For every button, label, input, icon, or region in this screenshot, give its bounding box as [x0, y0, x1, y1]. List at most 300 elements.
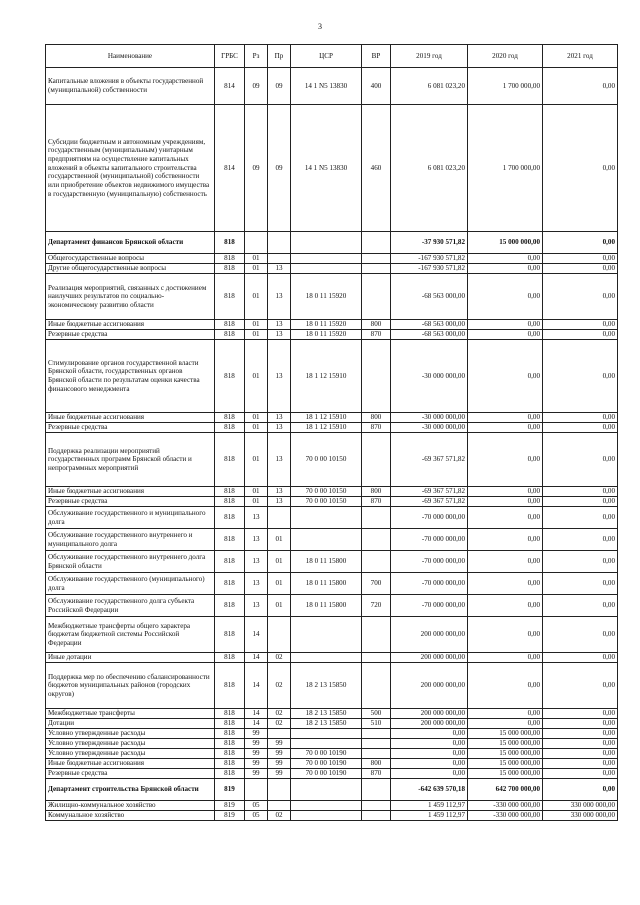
cell-vr: [362, 653, 391, 663]
cell-y2019: 0,00: [391, 769, 468, 779]
cell-grbs: 818: [215, 759, 245, 769]
cell-rz: 01: [245, 487, 268, 497]
cell-vr: [362, 663, 391, 709]
cell-y2020: 0,00: [468, 274, 543, 320]
cell-vr: 800: [362, 759, 391, 769]
table-row: [46, 487, 618, 497]
cell-y2019: -70 000 000,00: [391, 529, 468, 551]
cell-pr: 09: [268, 105, 291, 232]
cell-name: Обслуживание государственного внутреннего долга Брянской области: [46, 551, 215, 573]
cell-vr: [362, 274, 391, 320]
cell-y2020: 0,00: [468, 320, 543, 330]
cell-y2021: 0,00: [543, 739, 618, 749]
cell-name: Субсидии бюджетным и автономным учреждениям, государственным (муниципальным) унитарным предприятиям на осуществление капитальных вложений в объекты капитального строительства государственной (муниципальной) собственности или приобретение объектов недвижимого имущества в государственную (муниципальную) собственность: [46, 105, 215, 232]
cell-y2020: 0,00: [468, 663, 543, 709]
cell-y2020: 0,00: [468, 497, 543, 507]
cell-grbs: 819: [215, 779, 245, 801]
cell-grbs: 818: [215, 653, 245, 663]
cell-grbs: 818: [215, 617, 245, 653]
cell-y2019: -68 563 000,00: [391, 330, 468, 340]
cell-rz: 01: [245, 320, 268, 330]
table-row: [46, 573, 618, 595]
cell-grbs: 818: [215, 497, 245, 507]
cell-csr: 18 1 12 15910: [291, 340, 362, 413]
cell-y2020: 0,00: [468, 653, 543, 663]
cell-grbs: 818: [215, 729, 245, 739]
cell-csr: [291, 617, 362, 653]
cell-name: Иные бюджетные ассигнования: [46, 487, 215, 497]
cell-vr: [362, 340, 391, 413]
cell-csr: 70 0 00 10190: [291, 749, 362, 759]
cell-pr: 13: [268, 274, 291, 320]
cell-y2021: 0,00: [543, 413, 618, 423]
cell-y2019: -167 930 571,82: [391, 264, 468, 274]
cell-vr: 720: [362, 595, 391, 617]
cell-y2019: -69 367 571,82: [391, 433, 468, 487]
cell-y2019: -69 367 571,82: [391, 497, 468, 507]
table-row: [46, 719, 618, 729]
cell-y2019: 200 000 000,00: [391, 653, 468, 663]
cell-csr: 18 0 11 15920: [291, 320, 362, 330]
cell-rz: 99: [245, 759, 268, 769]
table-row: [46, 68, 618, 105]
cell-vr: 870: [362, 497, 391, 507]
cell-vr: 800: [362, 320, 391, 330]
cell-y2020: 1 700 000,00: [468, 68, 543, 105]
cell-grbs: 818: [215, 487, 245, 497]
table-row: [46, 105, 618, 232]
cell-y2020: 15 000 000,00: [468, 769, 543, 779]
cell-name: Межбюджетные трансферты: [46, 709, 215, 719]
cell-csr: 18 0 11 15920: [291, 274, 362, 320]
cell-name: Департамент финансов Брянской области: [46, 232, 215, 254]
cell-vr: [362, 433, 391, 487]
cell-grbs: 819: [215, 801, 245, 811]
cell-y2020: 15 000 000,00: [468, 739, 543, 749]
cell-grbs: 818: [215, 507, 245, 529]
cell-rz: 14: [245, 617, 268, 653]
cell-vr: [362, 729, 391, 739]
cell-y2019: -70 000 000,00: [391, 595, 468, 617]
cell-csr: 14 1 N5 13830: [291, 105, 362, 232]
cell-name: Резервные средства: [46, 497, 215, 507]
cell-rz: 13: [245, 551, 268, 573]
cell-y2021: 0,00: [543, 68, 618, 105]
cell-vr: [362, 739, 391, 749]
cell-y2021: 0,00: [543, 653, 618, 663]
table-row: [46, 595, 618, 617]
table-row: [46, 330, 618, 340]
cell-y2020: 0,00: [468, 719, 543, 729]
cell-csr: 18 1 12 15910: [291, 423, 362, 433]
cell-y2019: 1 459 112,97: [391, 801, 468, 811]
cell-name: Условно утвержденные расходы: [46, 729, 215, 739]
cell-name: Межбюджетные трансферты общего характера бюджетам бюджетной системы Российской Федерации: [46, 617, 215, 653]
cell-y2021: 0,00: [543, 595, 618, 617]
cell-csr: [291, 232, 362, 254]
cell-pr: 99: [268, 749, 291, 759]
cell-name: Коммунальное хозяйство: [46, 811, 215, 821]
cell-csr: 14 1 N5 13830: [291, 68, 362, 105]
cell-pr: 02: [268, 663, 291, 709]
cell-pr: 13: [268, 264, 291, 274]
table-row: [46, 739, 618, 749]
table-row: [46, 749, 618, 759]
table-row: [46, 254, 618, 264]
cell-vr: [362, 254, 391, 264]
cell-grbs: 818: [215, 749, 245, 759]
cell-y2021: 0,00: [543, 529, 618, 551]
cell-y2020: 15 000 000,00: [468, 729, 543, 739]
cell-pr: [268, 254, 291, 264]
table-row: [46, 507, 618, 529]
cell-rz: 13: [245, 573, 268, 595]
cell-y2020: 0,00: [468, 507, 543, 529]
cell-y2019: -37 930 571,82: [391, 232, 468, 254]
cell-vr: 800: [362, 413, 391, 423]
cell-grbs: 818: [215, 709, 245, 719]
cell-rz: 99: [245, 749, 268, 759]
cell-name: Резервные средства: [46, 330, 215, 340]
cell-csr: [291, 254, 362, 264]
cell-y2021: 0,00: [543, 769, 618, 779]
cell-name: Капитальные вложения в объекты государственной (муниципальной) собственности: [46, 68, 215, 105]
cell-pr: 01: [268, 595, 291, 617]
cell-vr: [362, 779, 391, 801]
cell-y2021: 0,00: [543, 719, 618, 729]
cell-y2020: 15 000 000,00: [468, 749, 543, 759]
table-row: [46, 497, 618, 507]
cell-y2019: -70 000 000,00: [391, 551, 468, 573]
cell-grbs: 818: [215, 423, 245, 433]
table-row: [46, 709, 618, 719]
cell-pr: 13: [268, 330, 291, 340]
cell-name: Поддержка реализации мероприятий государственных программ Брянской области и непрограммных мероприятий: [46, 433, 215, 487]
cell-pr: 13: [268, 423, 291, 433]
cell-grbs: 818: [215, 551, 245, 573]
cell-y2020: 642 700 000,00: [468, 779, 543, 801]
cell-csr: [291, 529, 362, 551]
cell-y2020: 0,00: [468, 340, 543, 413]
cell-rz: 01: [245, 330, 268, 340]
cell-y2019: -70 000 000,00: [391, 507, 468, 529]
cell-y2019: 0,00: [391, 759, 468, 769]
table-row: [46, 320, 618, 330]
cell-rz: 09: [245, 105, 268, 232]
cell-grbs: 818: [215, 663, 245, 709]
cell-y2021: 0,00: [543, 551, 618, 573]
cell-y2019: 0,00: [391, 729, 468, 739]
cell-csr: [291, 811, 362, 821]
cell-csr: 18 0 11 15800: [291, 551, 362, 573]
cell-grbs: 818: [215, 254, 245, 264]
cell-pr: 13: [268, 340, 291, 413]
cell-pr: 99: [268, 739, 291, 749]
cell-rz: [245, 232, 268, 254]
cell-rz: 14: [245, 719, 268, 729]
cell-name: Департамент строительства Брянской области: [46, 779, 215, 801]
cell-vr: [362, 529, 391, 551]
table-row: [46, 759, 618, 769]
page-number: 3: [318, 22, 322, 31]
cell-name: Резервные средства: [46, 769, 215, 779]
cell-csr: 18 2 13 15850: [291, 663, 362, 709]
header-name: Наименование: [46, 45, 215, 68]
cell-y2021: 0,00: [543, 232, 618, 254]
cell-rz: 01: [245, 497, 268, 507]
cell-y2020: 0,00: [468, 709, 543, 719]
cell-y2020: 0,00: [468, 423, 543, 433]
cell-csr: [291, 653, 362, 663]
cell-name: Обслуживание государственного и муниципального долга: [46, 507, 215, 529]
cell-vr: [362, 232, 391, 254]
cell-grbs: 818: [215, 340, 245, 413]
cell-pr: 02: [268, 719, 291, 729]
cell-csr: 70 0 00 10190: [291, 769, 362, 779]
cell-rz: 01: [245, 254, 268, 264]
cell-y2021: 0,00: [543, 573, 618, 595]
cell-vr: 460: [362, 105, 391, 232]
cell-csr: [291, 507, 362, 529]
table-row: [46, 769, 618, 779]
cell-csr: [291, 779, 362, 801]
table-row: [46, 729, 618, 739]
table-row: [46, 663, 618, 709]
cell-csr: 18 2 13 15850: [291, 719, 362, 729]
cell-y2020: 0,00: [468, 595, 543, 617]
cell-rz: 13: [245, 595, 268, 617]
cell-rz: 01: [245, 340, 268, 413]
cell-y2019: -69 367 571,82: [391, 487, 468, 497]
cell-y2021: 0,00: [543, 264, 618, 274]
cell-pr: 02: [268, 653, 291, 663]
cell-name: Стимулирование органов государственной власти Брянской области, государственных органов Брянской области по результатам оценки качества финансового менеджмента: [46, 340, 215, 413]
cell-csr: 18 0 11 15800: [291, 573, 362, 595]
cell-vr: [362, 801, 391, 811]
cell-y2019: 6 081 023,20: [391, 105, 468, 232]
cell-y2019: 200 000 000,00: [391, 709, 468, 719]
cell-y2021: 0,00: [543, 423, 618, 433]
cell-y2020: 0,00: [468, 617, 543, 653]
header-grbs: ГРБС: [215, 45, 245, 68]
cell-grbs: 818: [215, 274, 245, 320]
cell-csr: 18 0 11 15800: [291, 595, 362, 617]
cell-y2020: 15 000 000,00: [468, 759, 543, 769]
cell-pr: 01: [268, 573, 291, 595]
cell-rz: 99: [245, 769, 268, 779]
table-row: [46, 801, 618, 811]
cell-vr: 870: [362, 769, 391, 779]
cell-vr: [362, 617, 391, 653]
cell-vr: 870: [362, 423, 391, 433]
cell-y2019: 1 459 112,97: [391, 811, 468, 821]
table-row: [46, 413, 618, 423]
cell-y2019: -30 000 000,00: [391, 413, 468, 423]
table-row: [46, 811, 618, 821]
cell-pr: 13: [268, 433, 291, 487]
cell-name: Условно утвержденные расходы: [46, 749, 215, 759]
cell-y2020: 15 000 000,00: [468, 232, 543, 254]
cell-vr: 870: [362, 330, 391, 340]
table-row: [46, 617, 618, 653]
cell-y2019: 6 081 023,20: [391, 68, 468, 105]
cell-grbs: 818: [215, 330, 245, 340]
cell-y2020: 1 700 000,00: [468, 105, 543, 232]
cell-y2021: 0,00: [543, 497, 618, 507]
table-row: [46, 551, 618, 573]
cell-y2021: 0,00: [543, 779, 618, 801]
cell-y2019: -70 000 000,00: [391, 573, 468, 595]
cell-pr: [268, 801, 291, 811]
cell-rz: 13: [245, 507, 268, 529]
cell-name: Обслуживание государственного долга субъекта Российской Федерации: [46, 595, 215, 617]
cell-y2021: 330 000 000,00: [543, 811, 618, 821]
cell-y2020: 0,00: [468, 433, 543, 487]
header-2020: 2020 год: [468, 45, 543, 68]
cell-y2019: -30 000 000,00: [391, 340, 468, 413]
cell-grbs: 818: [215, 595, 245, 617]
budget-table: [45, 44, 618, 821]
cell-grbs: 818: [215, 232, 245, 254]
cell-y2021: 0,00: [543, 274, 618, 320]
cell-y2021: 0,00: [543, 433, 618, 487]
cell-y2020: 0,00: [468, 264, 543, 274]
cell-pr: 99: [268, 759, 291, 769]
cell-name: Условно утвержденные расходы: [46, 739, 215, 749]
header-csr: ЦСР: [291, 45, 362, 68]
cell-name: Другие общегосударственные вопросы: [46, 264, 215, 274]
cell-pr: 02: [268, 811, 291, 821]
cell-grbs: 814: [215, 68, 245, 105]
cell-vr: 700: [362, 573, 391, 595]
cell-name: Поддержка мер по обеспечению сбалансированности бюджетов муниципальных районов (городских округов): [46, 663, 215, 709]
cell-csr: 70 0 00 10150: [291, 497, 362, 507]
cell-rz: 09: [245, 68, 268, 105]
cell-y2020: 0,00: [468, 573, 543, 595]
header-pr: Пр: [268, 45, 291, 68]
cell-csr: 18 2 13 15850: [291, 709, 362, 719]
cell-y2021: 0,00: [543, 617, 618, 653]
cell-csr: 70 0 00 10190: [291, 759, 362, 769]
cell-y2020: 0,00: [468, 330, 543, 340]
cell-grbs: 819: [215, 811, 245, 821]
cell-y2020: 0,00: [468, 487, 543, 497]
cell-rz: 01: [245, 433, 268, 487]
cell-grbs: 818: [215, 264, 245, 274]
cell-name: Общегосударственные вопросы: [46, 254, 215, 264]
cell-grbs: 818: [215, 739, 245, 749]
cell-pr: 13: [268, 320, 291, 330]
cell-rz: 05: [245, 801, 268, 811]
cell-y2019: 200 000 000,00: [391, 663, 468, 709]
cell-csr: 18 1 12 15910: [291, 413, 362, 423]
cell-pr: 01: [268, 551, 291, 573]
cell-vr: [362, 811, 391, 821]
cell-y2019: 0,00: [391, 749, 468, 759]
cell-vr: 500: [362, 709, 391, 719]
cell-y2019: -167 930 571,82: [391, 254, 468, 264]
cell-csr: [291, 264, 362, 274]
cell-y2020: -330 000 000,00: [468, 811, 543, 821]
cell-name: Обслуживание государственного внутреннего и муниципального долга: [46, 529, 215, 551]
cell-y2019: -68 563 000,00: [391, 274, 468, 320]
cell-y2019: -68 563 000,00: [391, 320, 468, 330]
cell-y2019: -30 000 000,00: [391, 423, 468, 433]
cell-y2021: 0,00: [543, 749, 618, 759]
cell-y2021: 0,00: [543, 729, 618, 739]
cell-y2021: 0,00: [543, 340, 618, 413]
cell-grbs: 818: [215, 529, 245, 551]
cell-y2021: 0,00: [543, 663, 618, 709]
cell-y2021: 0,00: [543, 320, 618, 330]
cell-vr: [362, 749, 391, 759]
cell-grbs: 818: [215, 433, 245, 487]
header-vr: ВР: [362, 45, 391, 68]
table-row: [46, 274, 618, 320]
table-row: [46, 340, 618, 413]
table-row: [46, 433, 618, 487]
cell-rz: 14: [245, 653, 268, 663]
cell-y2019: 200 000 000,00: [391, 617, 468, 653]
cell-vr: 400: [362, 68, 391, 105]
cell-y2021: 0,00: [543, 759, 618, 769]
cell-y2021: 0,00: [543, 254, 618, 264]
cell-rz: 01: [245, 423, 268, 433]
cell-name: Обслуживание государственного (муниципального) долга: [46, 573, 215, 595]
cell-rz: 01: [245, 413, 268, 423]
cell-y2020: 0,00: [468, 413, 543, 423]
cell-csr: 70 0 00 10150: [291, 433, 362, 487]
cell-grbs: 818: [215, 413, 245, 423]
cell-csr: 18 0 11 15920: [291, 330, 362, 340]
cell-y2021: 0,00: [543, 105, 618, 232]
cell-grbs: 818: [215, 573, 245, 595]
cell-pr: 99: [268, 769, 291, 779]
cell-name: Реализация мероприятий, связанных с достижением наилучших результатов по социально-экономическому развитию области: [46, 274, 215, 320]
cell-pr: 13: [268, 487, 291, 497]
cell-y2021: 330 000 000,00: [543, 801, 618, 811]
cell-name: Иные дотации: [46, 653, 215, 663]
cell-y2019: -642 639 570,18: [391, 779, 468, 801]
department-row: [46, 232, 618, 254]
cell-y2021: 0,00: [543, 487, 618, 497]
cell-grbs: 814: [215, 105, 245, 232]
cell-y2019: 0,00: [391, 739, 468, 749]
table-row: [46, 423, 618, 433]
header-2021: 2021 год: [543, 45, 618, 68]
cell-vr: [362, 551, 391, 573]
cell-rz: 14: [245, 663, 268, 709]
department-row: [46, 779, 618, 801]
cell-pr: [268, 232, 291, 254]
cell-vr: 510: [362, 719, 391, 729]
table-row: [46, 653, 618, 663]
header-rz: Рз: [245, 45, 268, 68]
cell-pr: 01: [268, 529, 291, 551]
cell-rz: 01: [245, 274, 268, 320]
cell-y2021: 0,00: [543, 330, 618, 340]
cell-csr: 70 0 00 10150: [291, 487, 362, 497]
cell-name: Иные бюджетные ассигнования: [46, 759, 215, 769]
cell-name: Резервные средства: [46, 423, 215, 433]
cell-y2020: -330 000 000,00: [468, 801, 543, 811]
cell-pr: [268, 617, 291, 653]
cell-rz: 99: [245, 739, 268, 749]
cell-pr: 09: [268, 68, 291, 105]
cell-name: Иные бюджетные ассигнования: [46, 320, 215, 330]
cell-rz: 05: [245, 811, 268, 821]
cell-pr: 13: [268, 413, 291, 423]
